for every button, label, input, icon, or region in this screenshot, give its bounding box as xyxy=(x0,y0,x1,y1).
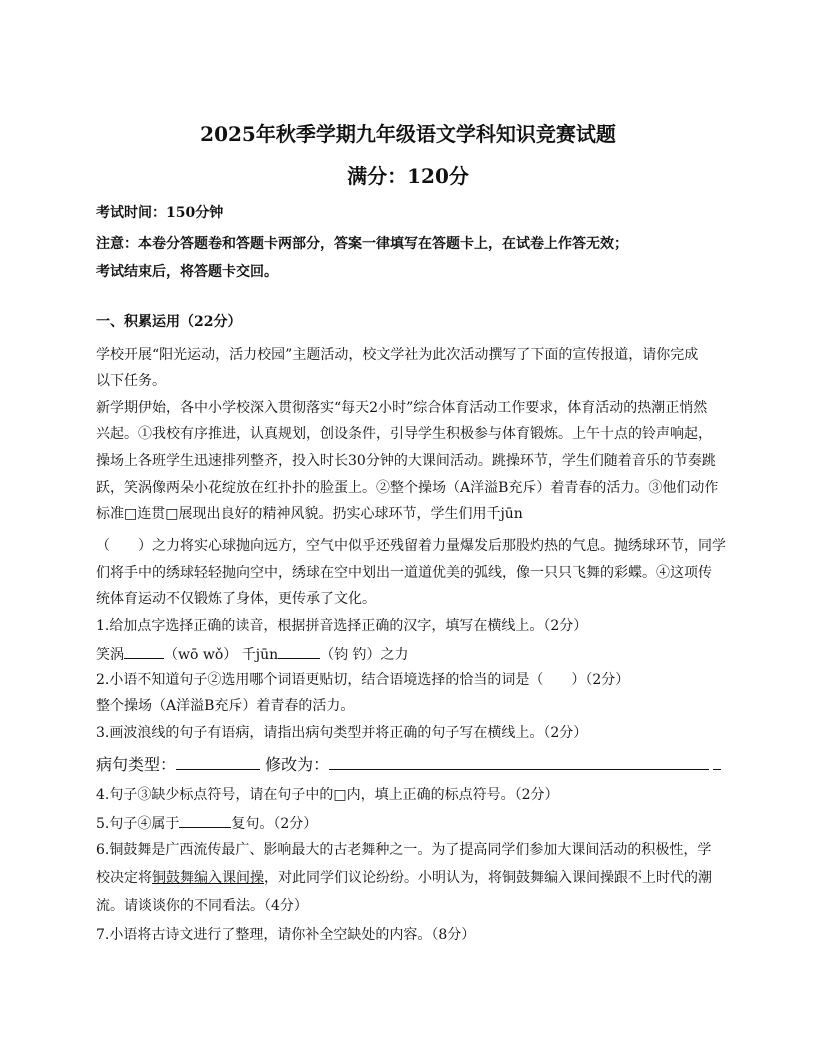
question-7: 7.小语将古诗文进行了整理，请你补全空缺处的内容。（8分） xyxy=(96,927,476,943)
question-2: 2.小语不知道句子②选用哪个词语更贴切，结合语境选择的恰当的词是（ ）（2分） xyxy=(96,672,630,688)
full-score: 满分：120分 xyxy=(347,164,469,188)
intro-line-1: 学校开展“阳光运动，活力校园”主题活动，校文学社为此次活动撰写了下面的宣传报道，请你完成 xyxy=(96,347,699,363)
question-4: 4.句子③缺少标点符号，请在句子中的□内，填上正确的标点符号。（2分） xyxy=(96,787,559,803)
notice-line-2: 考试结束后，将答题卡交回。 xyxy=(96,264,278,280)
q6-line2-end: ，对此同学们议论纷纷。小明认为，将铜鼓舞编入课间操跟不上时代的潮 xyxy=(264,870,712,886)
exam-time: 考试时间：150分钟 xyxy=(96,205,224,221)
q3-type-blank[interactable] xyxy=(176,755,260,770)
passage-line: 统体育运动不仅锻炼了身体，更传承了文化。 xyxy=(96,591,376,607)
q6-line2-start: 校决定将 xyxy=(96,870,152,886)
q3-fix-blank[interactable] xyxy=(329,755,709,770)
question-6-line-1: 6.铜鼓舞是广西流传最广、影响最大的古老舞种之一。为了提高同学们参加大课间活动的积极性，学 xyxy=(96,842,712,858)
q3-fix-label: 修改为： xyxy=(265,755,330,774)
question-5 xyxy=(96,813,317,833)
intro-line-2: 以下任务。 xyxy=(96,373,166,389)
question-1-answer-line xyxy=(96,644,409,664)
passage-line: 新学期伊始，各中小学校深入贯彻落实“每天2小时”综合体育活动工作要求，体育活动的热潮正悄然 xyxy=(96,400,708,416)
question-3-answer-line xyxy=(96,752,721,775)
passage-line: 操场上各班学生迅速排列整齐，投入时长30分钟的大课间活动。跳操环节，学生们随着音乐的节奏跳 xyxy=(96,453,716,469)
q3-type-label: 病句类型： xyxy=(96,755,177,774)
notice-line-1: 注意：本卷分答题卷和答题卡两部分，答案一律填写在答题卡上，在试卷上作答无效； xyxy=(96,236,628,252)
q6-underlined-phrase: 铜鼓舞编入课间操 xyxy=(152,870,264,886)
q1-word: 笑涡 xyxy=(96,647,124,663)
q5-suffix: 复句。（2分） xyxy=(231,816,318,832)
q1-options: （钧 钓）之力 xyxy=(320,647,409,663)
question-1: 1.给加点字选择正确的读音，根据拼音选择正确的汉字，填写在横线上。（2分） xyxy=(96,618,588,634)
question-3: 3.画波浪线的句子有语病，请指出病句类型并将正确的句子写在横线上。（2分） xyxy=(96,725,588,741)
q5-prefix: 5.句子④属于 xyxy=(96,816,180,832)
question-6-line-2 xyxy=(96,869,712,887)
passage-line: 标准□连贯□展现出良好的精神风貌。扔实心球环节，学生们用千jūn xyxy=(96,506,523,522)
passage-line: 兴起。①我校有序推进，认真规划，创设条件，引导学生积极参与体育锻炼。上午十点的铃声响起， xyxy=(96,426,712,442)
passage-line: 们将手中的绣球轻轻抛向空中，绣球在空中划出一道道优美的弧线，像一只只飞舞的彩蝶。④这项传 xyxy=(96,565,712,581)
passage-line: 跃，笑涡像两朵小花绽放在红扑扑的脸蛋上。②整个操场（A洋溢B充斥）着青春的活力。③他们动作 xyxy=(96,480,719,496)
question-6-line-3: 流。请谈谈你的不同看法。（4分） xyxy=(96,898,308,914)
question-2-sentence: 整个操场（A洋溢B充斥）着青春的活力。 xyxy=(96,698,355,714)
q1-blank-2[interactable] xyxy=(278,644,320,659)
q1-pinyin: （wō wǒ） 千jūn xyxy=(164,647,279,663)
q3-fix-blank-tail[interactable] xyxy=(713,755,721,770)
q5-blank[interactable] xyxy=(179,813,231,828)
passage-line: （ ）之力将实心球抛向远方，空气中似乎还残留着力量爆发后那股灼热的气息。抛绣球环节，同学 xyxy=(96,538,726,554)
page-title: 2025年秋季学期九年级语文学科知识竞赛试题 xyxy=(200,122,616,146)
section-heading: 一、积累运用（22分） xyxy=(96,314,242,330)
q1-blank-1[interactable] xyxy=(124,644,164,659)
